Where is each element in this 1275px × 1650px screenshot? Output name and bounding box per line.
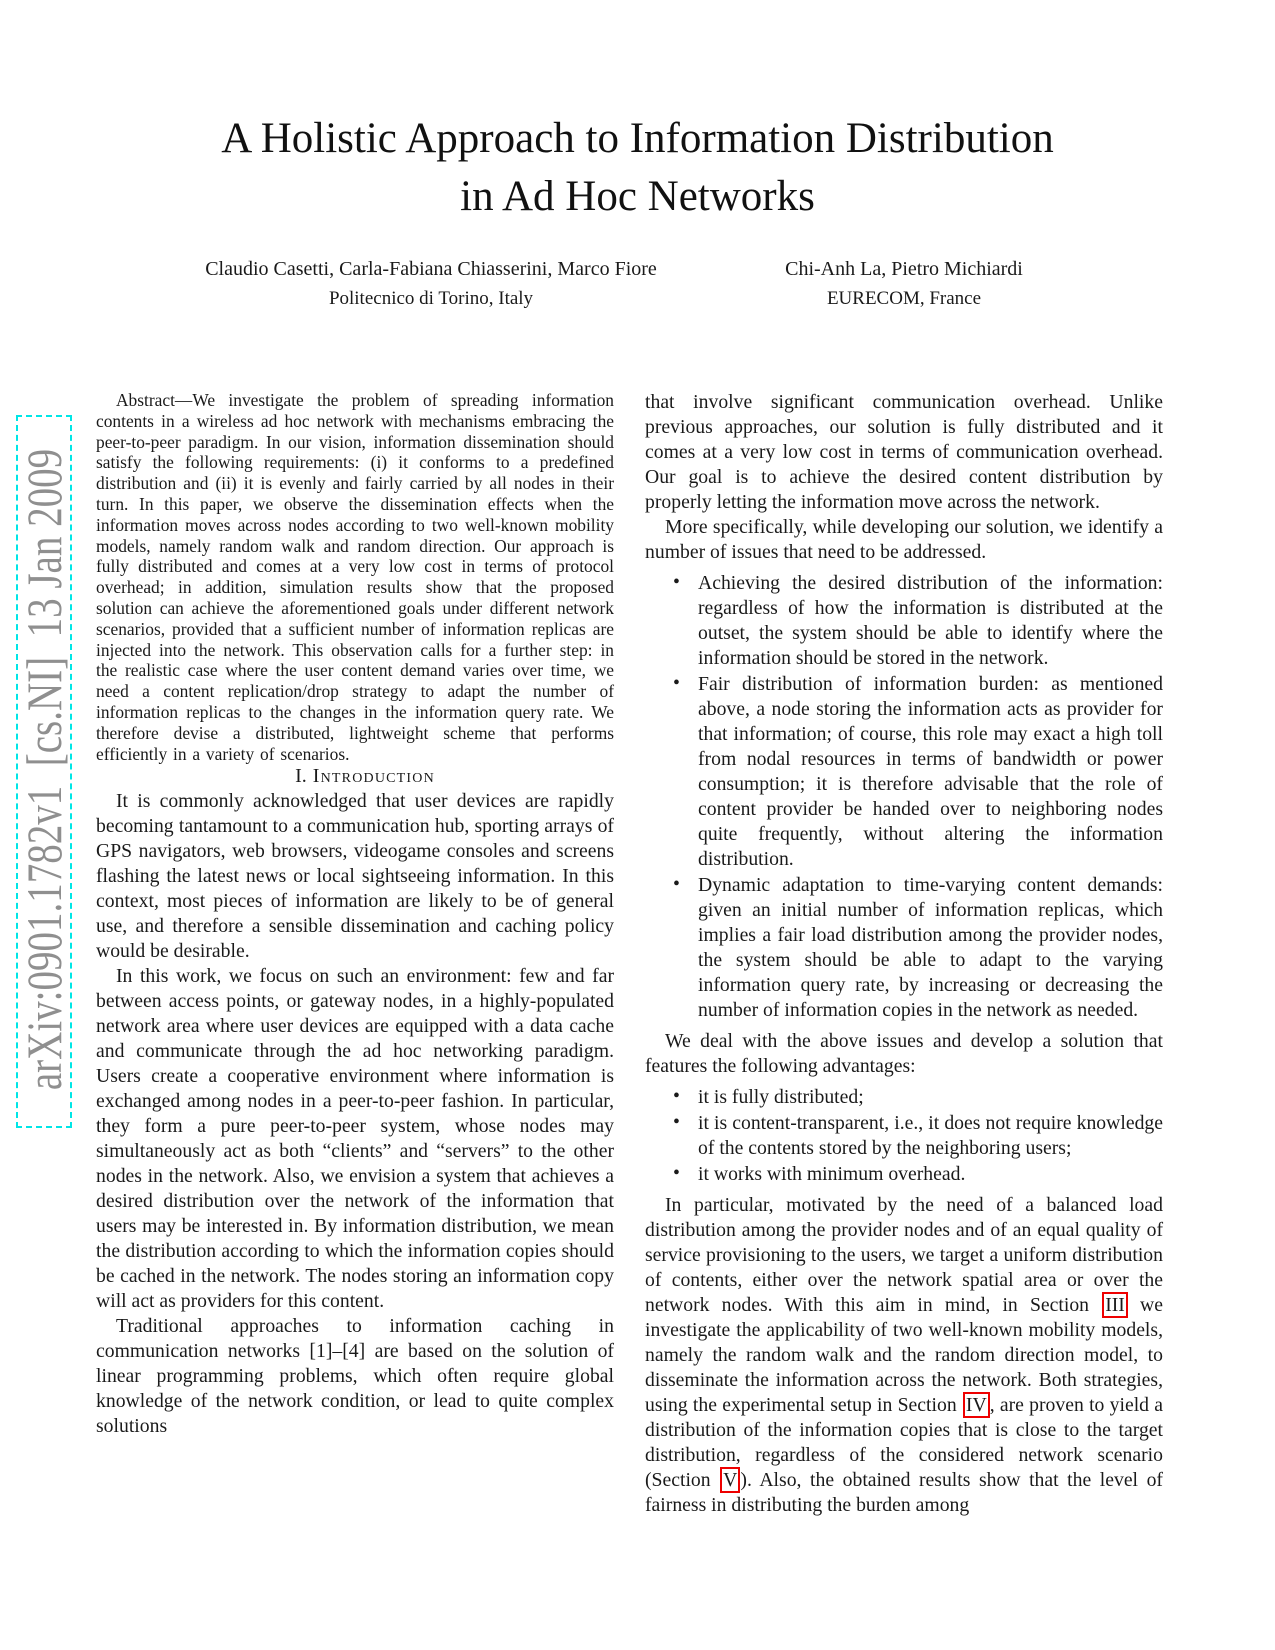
paper-title-line2: in Ad Hoc Networks (460, 173, 815, 220)
section-iii-link[interactable]: III (1102, 1292, 1128, 1318)
issues-list (645, 571, 1163, 1023)
author-names: Chi-Anh La, Pietro Michiardi (785, 258, 1023, 280)
section-heading-introduction (96, 764, 614, 789)
section-number: I. (295, 765, 307, 788)
paragraph-text: we investigate the applicability of two well-known mobility models, namely the random walk and the random direction model, to disseminate the information across the network. Both strategies, using the experimental setup in Section (645, 1294, 1163, 1416)
advantage-item-overhead: • it works with minimum overhead. (698, 1162, 1163, 1187)
abstract (96, 390, 614, 764)
paper-title (0, 110, 1275, 226)
paragraph-text: , are proven to yield a distribution of the information copies that is close to the target distribution, regardless of the considered network scenario (Section (645, 1394, 1164, 1491)
abstract-label: Abstract— (116, 390, 193, 410)
intro-paragraph-2: In this work, we focus on such an environment: few and far between access points, or gateway nodes, in a highly-populated network area where user devices are equipped with a data cache and communicate through the ad hoc networking paradigm. Users create a cooperative environment where information is exchanged among nodes in a peer-to-peer fashion. In particular, they form a pure peer-to-peer system, whose nodes may simultaneously act as both “clients” and “servers” to the other nodes in the network. Also, we envision a system that achieves a desired distribution over the network of the information that users may be interested in. By information distribution, we mean the distribution according to which the information copies should be cached in the network. The nodes storing an information copy will act as providers for this content. (96, 965, 614, 1313)
advantage-item-distributed: • it is fully distributed; (698, 1085, 1163, 1110)
paragraph-text: In particular, motivated by the need of a balanced load distribution among the provider nodes and of an equal quality of service provisioning to the users, we target a uniform distribution of contents, either over the network spatial area or over the network nodes. With this aim in mind, in Section (645, 1194, 1163, 1316)
section-v-link[interactable]: V (720, 1467, 740, 1493)
right-paragraph-4 (645, 1193, 1163, 1518)
right-column (645, 390, 1163, 1518)
issue-item-fairness: • Fair distribution of information burden: as mentioned above, a node storing the information acts as provider for that information; of course, this role may exact a high toll from nodal resources in terms of bandwidth or power consumption; it is therefore advisable that the role of content provider be handed over to neighboring nodes quite frequently, without altering the information distribution. (698, 672, 1163, 872)
author-affiliation: Politecnico di Torino, Italy (328, 288, 534, 309)
advantage-item-transparent: • it is content-transparent, i.e., it does not require knowledge of the contents stored by the neighboring users; (698, 1111, 1163, 1161)
left-column (96, 390, 614, 1439)
paper-title-line1: A Holistic Approach to Information Distribution (221, 115, 1054, 162)
issue-item-adaptation: • Dynamic adaptation to time-varying content demands: given an initial number of information replicas, which implies a fair load distribution among the provider nodes, the system should be able to adapt to the varying information query rate, by increasing or decreasing the number of information copies in the network as needed. (698, 873, 1163, 1023)
section-iv-link[interactable]: IV (963, 1392, 990, 1418)
abstract-text: We investigate the problem of spreading information contents in a wireless ad hoc network with mechanisms embracing the peer-to-peer paradigm. In our vision, information dissemination should satisfy the following requirements: (i) it conforms to a predefined distribution and (ii) it is evenly and fairly carried by all nodes in their turn. In this paper, we observe the dissemination effects when the information moves across nodes according to two well-known mobility models, namely random walk and random direction. Our approach is fully distributed and comes at a very low cost in terms of protocol overhead; in addition, simulation results show that the proposed solution can achieve the aforementioned goals under different network scenarios, provided that a sufficient number of information replicas are injected into the network. This observation calls for a further step: in the realistic case where the user content demand varies over time, we need a content replication/drop strategy to adapt the number of information replicas to the changes in the information query rate. We therefore devise a distributed, lightweight scheme that performs efficiently in a variety of scenarios. (96, 390, 614, 764)
author-group-eurecom (645, 256, 1163, 311)
intro-paragraph-3: Traditional approaches to information caching in communication networks [1]–[4] are based on the solution of linear programming problems, which often require global knowledge of the network condition, or lead to quite complex solutions (96, 1315, 614, 1438)
author-names: Claudio Casetti, Carla-Fabiana Chiasserini, Marco Fiore (205, 258, 657, 280)
right-paragraph-3: We deal with the above issues and develop a solution that features the following advantages: (645, 1030, 1163, 1077)
author-affiliation: EURECOM, France (826, 288, 982, 309)
advantages-list (645, 1085, 1163, 1187)
intro-paragraph-1: It is commonly acknowledged that user devices are rapidly becoming tantamount to a communication hub, sporting arrays of GPS navigators, web browsers, videogame consoles and screens flashing the latest news or local sightseeing information. In this context, most pieces of information are likely to be of general use, and therefore a sensible dissemination and caching policy would be desirable. (96, 790, 614, 963)
right-paragraph-1: that involve significant communication overhead. Unlike previous approaches, our solution is fully distributed and it comes at a very low cost in terms of communication overhead. Our goal is to achieve the desired content distribution by properly letting the information move across the network. (645, 391, 1163, 513)
arxiv-stamp[interactable] (16, 415, 72, 1128)
issue-item-distribution: • Achieving the desired distribution of the information: regardless of how the information is distributed at the outset, the system should be able to identify where the information should be stored in the network. (698, 571, 1163, 671)
section-title: Introduction (312, 765, 435, 788)
paragraph-text: ). Also, the obtained results show that the level of fairness in distributing the burden among (645, 1469, 1163, 1516)
arxiv-stamp-text: arXiv:0901.1782v1 [cs.NI] 13 Jan 2009 (16, 448, 72, 1091)
right-paragraph-2: More specifically, while developing our solution, we identify a number of issues that need to be addressed. (645, 516, 1163, 563)
